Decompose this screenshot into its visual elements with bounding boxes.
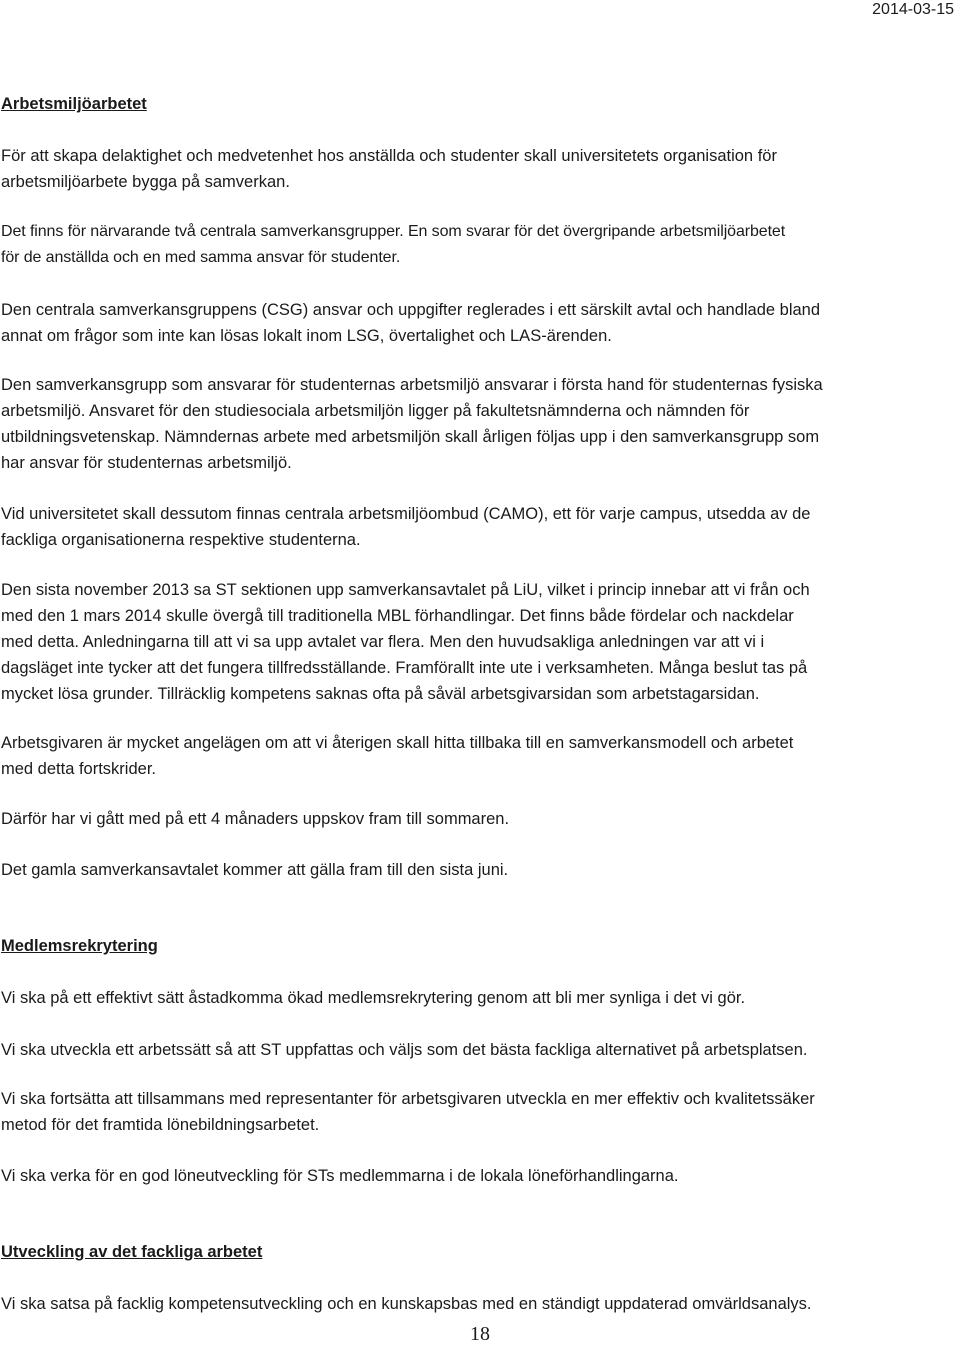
- paragraph: [1, 1163, 959, 1189]
- text-line: Den centrala samverkansgruppens (CSG) ansvar och uppgifter reglerades i ett särskilt avtal och handlade bland: [1, 301, 821, 319]
- text-line: Vi ska utveckla ett arbetssätt så att ST uppfattas och väljs som det bästa fackliga alternativet på arbetsplatsen.: [1, 1041, 808, 1059]
- paragraph: [1, 857, 959, 883]
- text-line: dagsläget inte tycker att det fungera tillfredsställande. Framförallt inte ute i verksamheten. Många beslut tas på: [1, 659, 808, 677]
- text-line: Vid universitetet skall dessutom finnas centrala arbetsmiljöombud (CAMO), ett för varje campus, utsedda av de: [1, 505, 811, 523]
- paragraph: [1, 372, 959, 476]
- text-line: för de anställda och en med samma ansvar för studenter.: [1, 249, 401, 266]
- text-line: Vi ska fortsätta att tillsammans med representanter för arbetsgivaren utveckla en mer effektiv och kvalitetssäker: [1, 1090, 815, 1108]
- paragraph: [1, 297, 959, 349]
- text-line: med den 1 mars 2014 skulle övergå till traditionella MBL förhandlingar. Det finns både fördelar och nackdelar: [1, 607, 794, 625]
- text-line: För att skapa delaktighet och medvetenhet hos anställda och studenter skall universitetets organisation för: [1, 147, 777, 165]
- text-line: arbetsmiljöarbete bygga på samverkan.: [1, 173, 290, 191]
- text-line: mycket lösa grunder. Tillräcklig kompetens saknas ofta på såväl arbetsgivarsidan som arbetstagarsidan.: [1, 685, 760, 703]
- paragraph: [1, 1037, 959, 1063]
- text-line: Det gamla samverkansavtalet kommer att gälla fram till den sista juni.: [1, 861, 509, 879]
- text-line: med detta. Anledningarna till att vi sa upp avtalet var flera. Men den huvudsakliga anledningen var att vi i: [1, 633, 765, 651]
- text-line: annat om frågor som inte kan lösas lokalt inom LSG, övertalighet och LAS-ärenden.: [1, 327, 612, 345]
- paragraph: [1, 219, 959, 271]
- text-line: har ansvar för studenternas arbetsmiljö.: [1, 454, 292, 472]
- paragraph: [1, 730, 959, 782]
- section-heading-arbetsmiljo: Arbetsmiljöarbetet: [1, 95, 147, 113]
- text-line: Arbetsgivaren är mycket angelägen om att vi återigen skall hitta tillbaka till en samverkansmodell och arbetet: [1, 734, 794, 752]
- section-heading-medlemsrekrytering: Medlemsrekrytering: [1, 937, 158, 955]
- page-number: 18: [470, 1323, 490, 1345]
- text-line: Vi ska satsa på facklig kompetensutveckling och en kunskapsbas med en ständigt uppdaterad omvärldsanalys.: [1, 1295, 812, 1313]
- paragraph: [1, 806, 959, 832]
- paragraph: [1, 1291, 959, 1317]
- text-line: Den sista november 2013 sa ST sektionen upp samverkansavtalet på LiU, vilket i princip innebar att vi från och: [1, 581, 810, 599]
- page-date: 2014-03-15: [872, 1, 954, 18]
- text-line: fackliga organisationerna respektive studenterna.: [1, 531, 361, 549]
- paragraph: [1, 1086, 959, 1138]
- text-line: Därför har vi gått med på ett 4 månaders uppskov fram till sommaren.: [1, 810, 510, 828]
- paragraph: [1, 143, 959, 195]
- paragraph: [1, 985, 959, 1011]
- text-line: metod för det framtida lönebildningsarbetet.: [1, 1116, 320, 1134]
- text-line: Den samverkansgrupp som ansvarar för studenternas arbetsmiljö ansvarar i första hand för studenternas fysiska: [1, 376, 823, 394]
- paragraph: [1, 577, 959, 707]
- text-line: Vi ska på ett effektivt sätt åstadkomma ökad medlemsrekrytering genom att bli mer synliga i det vi gör.: [1, 989, 746, 1007]
- text-line: utbildningsvetenskap. Nämndernas arbete med arbetsmiljön skall årligen följas upp i den samverkansgrupp som: [1, 428, 820, 446]
- text-line: Det finns för närvarande två centrala samverkansgrupper. En som svarar för det övergripande arbetsmiljöarbetet: [1, 223, 786, 240]
- text-line: arbetsmiljö. Ansvaret för den studiesociala arbetsmiljön ligger på fakultetsnämnderna och nämnden för: [1, 402, 750, 420]
- text-line: med detta fortskrider.: [1, 760, 156, 778]
- text-line: Vi ska verka för en god löneutveckling för STs medlemmarna i de lokala löneförhandlingarna.: [1, 1167, 679, 1185]
- section-heading-utveckling: Utveckling av det fackliga arbetet: [1, 1243, 263, 1261]
- paragraph: [1, 501, 959, 553]
